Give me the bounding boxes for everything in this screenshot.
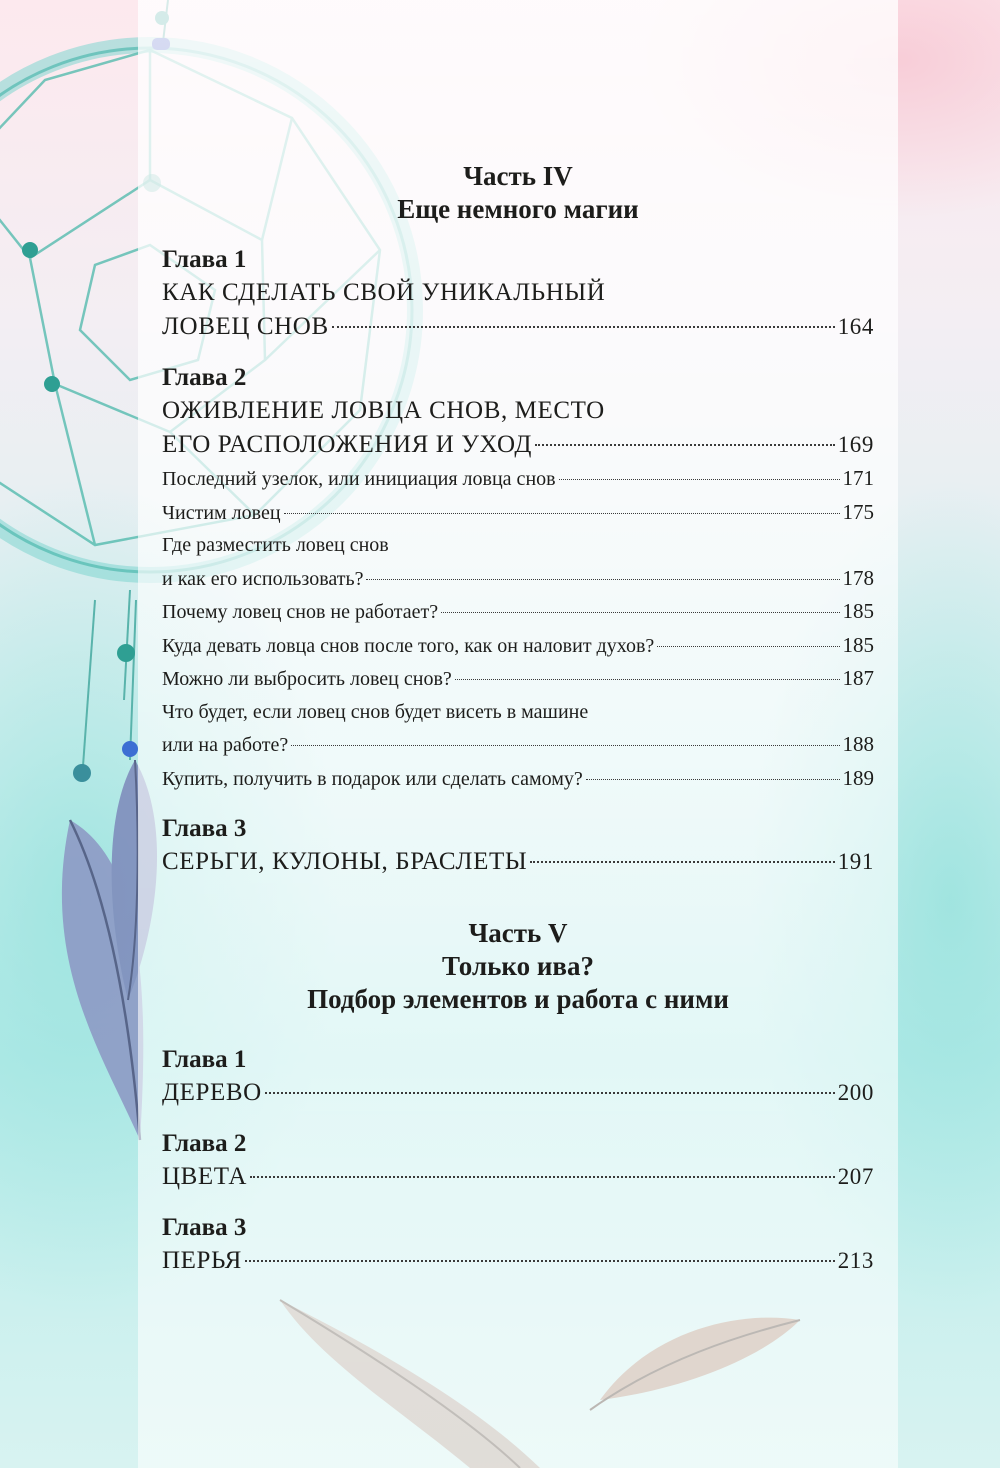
page-number: 164 (837, 314, 874, 339)
page-number: 207 (837, 1164, 874, 1189)
toc-entry[interactable] (162, 728, 874, 762)
entry-title: ПЕРЬЯ (162, 1247, 242, 1274)
part-4-label: Часть IV (463, 161, 573, 191)
leader-dots (441, 612, 839, 613)
entry-title: и как его использовать? (162, 567, 364, 590)
entry-title: Купить, получить в подарок или сделать самому? (162, 767, 583, 790)
chapter-label: Глава 3 (162, 1214, 247, 1241)
leader-dots (332, 326, 835, 328)
page-number: 178 (842, 565, 874, 590)
part-5-title-line1: Только ива? (442, 951, 594, 981)
toc-entry[interactable] (162, 562, 874, 596)
toc-entry[interactable] (162, 595, 874, 629)
entry-title: Последний узелок, или инициация ловца снов (162, 468, 556, 490)
toc-entry[interactable] (162, 1076, 874, 1110)
spacer (162, 879, 874, 917)
entry-title: ЛОВЕЦ СНОВ (162, 313, 329, 340)
part-5-title-line2: Подбор элементов и работа с ними (307, 984, 729, 1014)
leader-dots (586, 779, 840, 780)
page-number: 187 (842, 666, 874, 690)
page-number: 191 (837, 849, 874, 874)
table-of-contents (162, 160, 874, 1278)
toc-entry[interactable] (162, 1160, 874, 1194)
entry-title: ЦВЕТА (162, 1163, 248, 1190)
entry-title: или на работе? (162, 734, 289, 756)
page-number: 213 (837, 1248, 874, 1273)
entry-title: Почему ловец снов не работает? (162, 601, 439, 623)
leader-dots (657, 646, 839, 647)
chapter-title: ОЖИВЛЕНИЕ ЛОВЦА СНОВ, МЕСТО (162, 397, 605, 424)
chapter-label: Глава 1 (162, 246, 247, 273)
chapter-label: Глава 2 (162, 364, 247, 391)
page-number: 188 (842, 732, 874, 756)
page-number: 185 (842, 599, 874, 623)
part-4-title: Еще немного магии (397, 194, 639, 224)
toc-entry[interactable] (162, 662, 874, 696)
leader-dots (265, 1092, 835, 1094)
entry-title: ДЕРЕВО (162, 1079, 262, 1106)
leader-dots (291, 745, 839, 746)
page-number: 200 (837, 1080, 874, 1105)
leader-dots (535, 444, 835, 446)
entry-title: СЕРЬГИ, КУЛОНЫ, БРАСЛЕТЫ (162, 848, 528, 875)
toc-entry[interactable] (162, 629, 874, 663)
entry-title: Можно ли выбросить ловец снов? (162, 668, 452, 690)
chapter-label: Глава 2 (162, 1130, 247, 1157)
part-5-label: Часть V (468, 918, 568, 948)
leader-dots (530, 861, 834, 863)
entry-title: Куда девать ловца снов после того, как он наловит духов? (162, 634, 655, 657)
page-number: 171 (842, 466, 874, 490)
toc-entry[interactable] (162, 845, 874, 879)
chapter-label: Глава 1 (162, 1046, 247, 1073)
leader-dots (284, 513, 840, 514)
entry-title: ЕГО РАСПОЛОЖЕНИЯ И УХОД (162, 431, 533, 458)
entry-title: Чистим ловец (162, 501, 281, 524)
toc-entry[interactable] (162, 1244, 874, 1278)
chapter-label: Глава 3 (162, 815, 247, 842)
toc-entry[interactable] (162, 428, 874, 462)
leader-dots (366, 579, 839, 580)
toc-entry[interactable] (162, 496, 874, 530)
toc-entry[interactable] (162, 762, 874, 796)
entry-title-line: Что будет, если ловец снов будет висеть в машине (162, 700, 589, 723)
entry-title-line: Где разместить ловец снов (162, 534, 389, 556)
chapter-title: КАК СДЕЛАТЬ СВОЙ УНИКАЛЬНЫЙ (162, 279, 606, 306)
page-number: 189 (842, 765, 874, 790)
toc-entry[interactable] (162, 310, 874, 344)
leader-dots (245, 1260, 835, 1262)
page-number: 175 (842, 499, 874, 524)
page-number: 169 (837, 432, 874, 457)
leader-dots (559, 479, 840, 480)
toc-entry[interactable] (162, 462, 874, 496)
leader-dots (250, 1176, 835, 1178)
leader-dots (455, 679, 840, 680)
page-number: 185 (842, 632, 874, 657)
